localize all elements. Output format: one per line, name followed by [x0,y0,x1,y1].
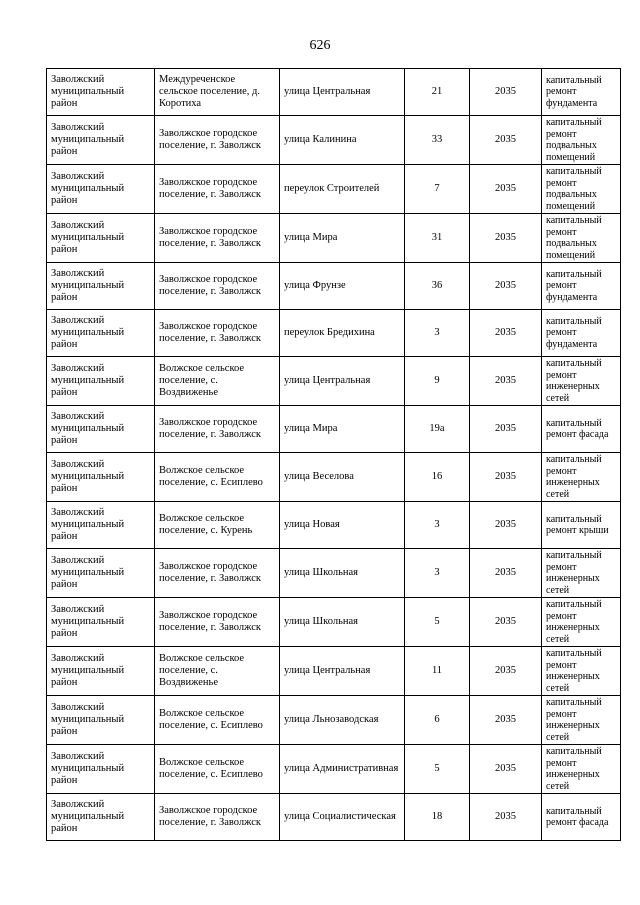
settlement-cell: Волжское сельское поселение, с. Есиплево [155,696,280,745]
work-type-cell: капитальный ремонт фундамента [542,263,621,310]
year-cell: 2035 [470,549,542,598]
street-cell: улица Веселова [280,453,405,502]
street-cell: улица Калинина [280,116,405,165]
house-number-cell: 16 [405,453,470,502]
year-cell: 2035 [470,598,542,647]
table-row [47,549,621,598]
street-cell: улица Центральная [280,357,405,406]
street-cell: улица Школьная [280,549,405,598]
district-cell: Заволжский муниципальный район [47,214,155,263]
district-cell: Заволжский муниципальный район [47,116,155,165]
settlement-cell: Заволжское городское поселение, г. Заволжск [155,214,280,263]
work-type-cell: капитальный ремонт подвальных помещений [542,214,621,263]
settlement-cell: Волжское сельское поселение, с. Воздвиженье [155,357,280,406]
year-cell: 2035 [470,647,542,696]
house-number-cell: 9 [405,357,470,406]
work-type-cell: капитальный ремонт инженерных сетей [542,549,621,598]
street-cell: улица Социалистическая [280,794,405,841]
district-cell: Заволжский муниципальный район [47,165,155,214]
settlement-cell: Заволжское городское поселение, г. Заволжск [155,598,280,647]
house-number-cell: 33 [405,116,470,165]
street-cell: переулок Строителей [280,165,405,214]
table-row [47,696,621,745]
district-cell: Заволжский муниципальный район [47,357,155,406]
settlement-cell: Волжское сельское поселение, с. Воздвиженье [155,647,280,696]
work-type-cell: капитальный ремонт инженерных сетей [542,745,621,794]
work-type-cell: капитальный ремонт инженерных сетей [542,696,621,745]
housing-repair-table [46,68,621,841]
table-row [47,794,621,841]
table-row [47,116,621,165]
page-number: 626 [309,38,331,53]
house-number-cell: 36 [405,263,470,310]
table-row [47,214,621,263]
street-cell: улица Мира [280,406,405,453]
table-row [47,502,621,549]
table-body [47,69,621,841]
settlement-cell: Заволжское городское поселение, г. Заволжск [155,549,280,598]
district-cell: Заволжский муниципальный район [47,549,155,598]
table-row [47,647,621,696]
table-row [47,357,621,406]
street-cell: переулок Бредихина [280,310,405,357]
work-type-cell: капитальный ремонт инженерных сетей [542,453,621,502]
settlement-cell: Волжское сельское поселение, с. Есиплево [155,745,280,794]
year-cell: 2035 [470,502,542,549]
house-number-cell: 19а [405,406,470,453]
work-type-cell: капитальный ремонт инженерных сетей [542,647,621,696]
year-cell: 2035 [470,69,542,116]
house-number-cell: 11 [405,647,470,696]
year-cell: 2035 [470,165,542,214]
year-cell: 2035 [470,357,542,406]
district-cell: Заволжский муниципальный район [47,745,155,794]
street-cell: улица Школьная [280,598,405,647]
year-cell: 2035 [470,116,542,165]
district-cell: Заволжский муниципальный район [47,310,155,357]
year-cell: 2035 [470,406,542,453]
work-type-cell: капитальный ремонт инженерных сетей [542,598,621,647]
settlement-cell: Заволжское городское поселение, г. Заволжск [155,116,280,165]
table-row [47,165,621,214]
house-number-cell: 5 [405,598,470,647]
table-row [47,745,621,794]
street-cell: улица Новая [280,502,405,549]
year-cell: 2035 [470,794,542,841]
work-type-cell: капитальный ремонт подвальных помещений [542,165,621,214]
table-row [47,69,621,116]
district-cell: Заволжский муниципальный район [47,406,155,453]
district-cell: Заволжский муниципальный район [47,263,155,310]
settlement-cell: Заволжское городское поселение, г. Заволжск [155,310,280,357]
year-cell: 2035 [470,310,542,357]
street-cell: улица Центральная [280,69,405,116]
house-number-cell: 21 [405,69,470,116]
work-type-cell: капитальный ремонт фасада [542,794,621,841]
work-type-cell: капитальный ремонт крыши [542,502,621,549]
district-cell: Заволжский муниципальный район [47,69,155,116]
street-cell: улица Центральная [280,647,405,696]
settlement-cell: Заволжское городское поселение, г. Заволжск [155,165,280,214]
table-row [47,263,621,310]
house-number-cell: 6 [405,696,470,745]
year-cell: 2035 [470,745,542,794]
district-cell: Заволжский муниципальный район [47,598,155,647]
district-cell: Заволжский муниципальный район [47,696,155,745]
table-row [47,453,621,502]
house-number-cell: 5 [405,745,470,794]
table-row [47,310,621,357]
year-cell: 2035 [470,214,542,263]
year-cell: 2035 [470,453,542,502]
work-type-cell: капитальный ремонт фасада [542,406,621,453]
house-number-cell: 7 [405,165,470,214]
street-cell: улица Административная [280,745,405,794]
district-cell: Заволжский муниципальный район [47,794,155,841]
year-cell: 2035 [470,263,542,310]
table-row [47,406,621,453]
work-type-cell: капитальный ремонт инженерных сетей [542,357,621,406]
settlement-cell: Заволжское городское поселение, г. Заволжск [155,406,280,453]
house-number-cell: 3 [405,502,470,549]
settlement-cell: Волжское сельское поселение, с. Курень [155,502,280,549]
table-row [47,598,621,647]
district-cell: Заволжский муниципальный район [47,502,155,549]
street-cell: улица Льнозаводская [280,696,405,745]
house-number-cell: 3 [405,549,470,598]
house-number-cell: 3 [405,310,470,357]
work-type-cell: капитальный ремонт подвальных помещений [542,116,621,165]
house-number-cell: 31 [405,214,470,263]
settlement-cell: Заволжское городское поселение, г. Заволжск [155,263,280,310]
district-cell: Заволжский муниципальный район [47,453,155,502]
house-number-cell: 18 [405,794,470,841]
district-cell: Заволжский муниципальный район [47,647,155,696]
year-cell: 2035 [470,696,542,745]
work-type-cell: капитальный ремонт фундамента [542,69,621,116]
street-cell: улица Фрунзе [280,263,405,310]
street-cell: улица Мира [280,214,405,263]
settlement-cell: Междуреченское сельское поселение, д. Коротиха [155,69,280,116]
settlement-cell: Волжское сельское поселение, с. Есиплево [155,453,280,502]
settlement-cell: Заволжское городское поселение, г. Заволжск [155,794,280,841]
work-type-cell: капитальный ремонт фундамента [542,310,621,357]
